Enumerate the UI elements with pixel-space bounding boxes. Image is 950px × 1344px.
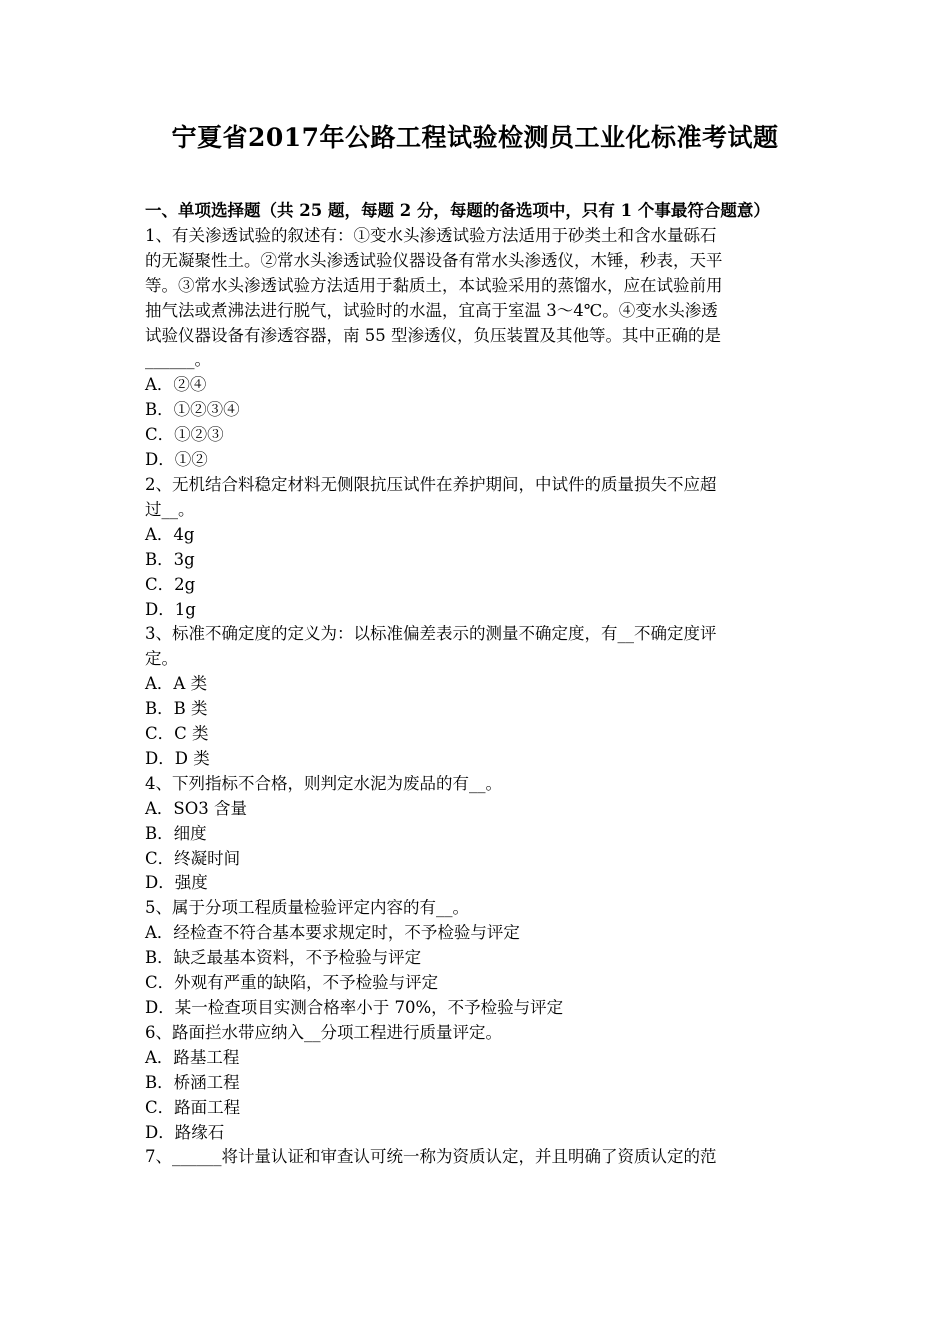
question-text-line: 4、下列指标不合格，则判定水泥为废品的有__。 — [145, 773, 502, 793]
question-text-line: 7、______将计量认证和审查认可统一称为资质认定，并且明确了资质认定的范 — [145, 1147, 717, 1167]
answer-option: D．①② — [145, 450, 208, 470]
question-item — [145, 224, 815, 473]
answer-option: A．路基工程 — [145, 1047, 240, 1067]
answer-option: D．强度 — [145, 873, 208, 893]
answer-option: B．B 类 — [145, 699, 208, 719]
answer-option: B．缺乏最基本资料，不予检验与评定 — [145, 948, 422, 968]
answer-option: C．①②③ — [145, 425, 224, 445]
answer-option: B．3g — [145, 549, 195, 569]
answer-option: A．SO3 含量 — [145, 798, 247, 818]
answer-option: A．②④ — [145, 375, 207, 395]
document-body — [145, 199, 815, 1170]
document-title: 宁夏省2017年公路工程试验检测员工业化标准考试题 — [171, 123, 779, 152]
question-text-line: 1、有关渗透试验的叙述有：①变水头渗透试验方法适用于砂类土和含水量砾石 — [145, 225, 717, 245]
answer-option: A．A 类 — [145, 674, 208, 694]
question-text-line: 6、路面拦水带应纳入__分项工程进行质量评定。 — [145, 1022, 502, 1042]
question-item — [145, 772, 815, 897]
question-item — [145, 473, 815, 622]
question-item — [145, 1021, 815, 1146]
answer-option: C．终凝时间 — [145, 848, 241, 868]
answer-option: C．路面工程 — [145, 1097, 241, 1117]
question-text-line: 的无凝聚性土。②常水头渗透试验仪器设备有常水头渗透仪，木锤，秒表，天平 — [145, 250, 723, 270]
answer-option: A．经检查不符合基本要求规定时，不予检验与评定 — [145, 923, 520, 943]
question-text-line: 试验仪器设备有渗透容器，南 55 型渗透仪，负压装置及其他等。其中正确的是 — [145, 325, 721, 345]
answer-option: B．①②③④ — [145, 400, 240, 420]
question-text-line: 过__。 — [145, 499, 195, 519]
question-text-line: 2、无机结合料稳定材料无侧限抗压试件在养护期间，中试件的质量损失不应超 — [145, 474, 717, 494]
question-text-line: 定。 — [145, 649, 178, 669]
question-text-line: ______。 — [145, 350, 211, 370]
question-text-line: 抽气法或煮沸法进行脱气，试验时的水温，宜高于室温 3～4℃。④变水头渗透 — [145, 300, 718, 320]
answer-option: D．1g — [145, 599, 196, 619]
answer-option: B．细度 — [145, 823, 207, 843]
question-text-line: 等。③常水头渗透试验方法适用于黏质土，本试验采用的蒸馏水，应在试验前用 — [145, 275, 723, 295]
answer-option: A．4g — [145, 524, 195, 544]
question-item — [145, 896, 815, 1021]
answer-option: C．2g — [145, 574, 196, 594]
answer-option: C．外观有严重的缺陷，不予检验与评定 — [145, 973, 439, 993]
question-text-line: 5、属于分项工程质量检验评定内容的有__。 — [145, 898, 469, 918]
question-text-line: 3、标准不确定度的定义为：以标准偏差表示的测量不确定度，有__不确定度评 — [145, 624, 717, 644]
answer-option: D．某一检查项目实测合格率小于 70%，不予检验与评定 — [145, 998, 564, 1017]
answer-option: D．D 类 — [145, 748, 210, 768]
answer-option: C．C 类 — [145, 724, 209, 744]
section-heading: 一、单项选择题（共 25 题，每题 2 分，每题的备选项中，只有 1 个事最符合题意） — [145, 201, 770, 220]
answer-option: D．路缘石 — [145, 1122, 225, 1142]
question-list — [145, 224, 815, 1170]
question-item — [145, 622, 815, 771]
question-item — [145, 1145, 815, 1170]
answer-option: B．桥涵工程 — [145, 1072, 240, 1092]
